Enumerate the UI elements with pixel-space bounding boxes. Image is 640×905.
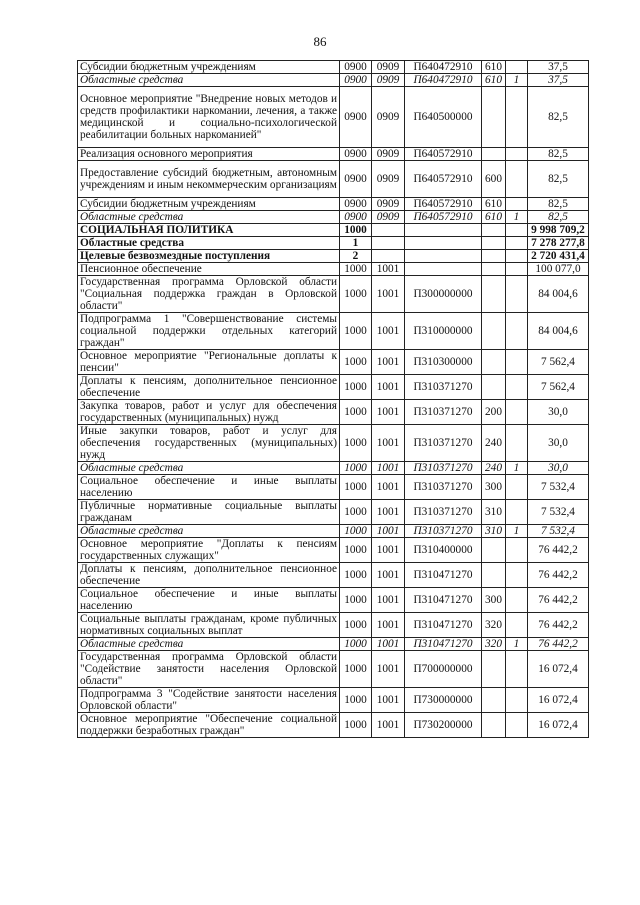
row-section-code: 1000 bbox=[340, 224, 372, 237]
row-subsection-code bbox=[372, 237, 405, 250]
row-section-code: 1000 bbox=[340, 688, 372, 713]
row-target-code bbox=[405, 263, 482, 276]
budget-table bbox=[77, 60, 589, 738]
row-fund-source: 1 bbox=[506, 74, 528, 87]
row-amount: 76 442,2 bbox=[528, 538, 589, 563]
row-name: Предоставление субсидий бюджетным, автономным учреждениям и иным некоммерческим организациям bbox=[78, 161, 340, 198]
row-subsection-code: 0909 bbox=[372, 87, 405, 148]
table-row bbox=[78, 525, 589, 538]
row-fund-source bbox=[506, 425, 528, 462]
row-subsection-code: 0909 bbox=[372, 161, 405, 198]
row-target-code: П310400000 bbox=[405, 538, 482, 563]
row-expense-type: 300 bbox=[482, 588, 506, 613]
row-target-code: П310371270 bbox=[405, 525, 482, 538]
row-name: Публичные нормативные социальные выплаты гражданам bbox=[78, 500, 340, 525]
table-row bbox=[78, 462, 589, 475]
row-target-code: П640472910 bbox=[405, 74, 482, 87]
row-subsection-code: 1001 bbox=[372, 475, 405, 500]
row-section-code: 0900 bbox=[340, 198, 372, 211]
row-section-code: 1000 bbox=[340, 400, 372, 425]
row-target-code: П310471270 bbox=[405, 638, 482, 651]
table-row bbox=[78, 475, 589, 500]
row-section-code: 1000 bbox=[340, 375, 372, 400]
row-section-code: 1000 bbox=[340, 500, 372, 525]
row-name: Основное мероприятие "Внедрение новых методов и средств профилактики наркомании, лечения, а также медицинской и социально-психологической реабилитации больных наркоманией" bbox=[78, 87, 340, 148]
row-subsection-code: 1001 bbox=[372, 613, 405, 638]
row-subsection-code: 1001 bbox=[372, 563, 405, 588]
row-expense-type bbox=[482, 263, 506, 276]
row-target-code: П730000000 bbox=[405, 688, 482, 713]
row-amount: 7 532,4 bbox=[528, 475, 589, 500]
row-target-code: П640572910 bbox=[405, 198, 482, 211]
table-row bbox=[78, 588, 589, 613]
row-expense-type: 610 bbox=[482, 61, 506, 74]
row-amount: 82,5 bbox=[528, 148, 589, 161]
row-fund-source bbox=[506, 161, 528, 198]
row-expense-type bbox=[482, 651, 506, 688]
row-fund-source bbox=[506, 375, 528, 400]
row-target-code: П730200000 bbox=[405, 713, 482, 738]
row-name: Целевые безвозмездные поступления bbox=[78, 250, 340, 263]
row-amount: 82,5 bbox=[528, 161, 589, 198]
row-name: Областные средства bbox=[78, 525, 340, 538]
table-row bbox=[78, 211, 589, 224]
row-expense-type: 610 bbox=[482, 74, 506, 87]
row-amount: 82,5 bbox=[528, 198, 589, 211]
row-section-code: 0900 bbox=[340, 87, 372, 148]
row-fund-source bbox=[506, 276, 528, 313]
row-name: Доплаты к пенсиям, дополнительное пенсионное обеспечение bbox=[78, 375, 340, 400]
row-section-code: 1000 bbox=[340, 713, 372, 738]
row-expense-type: 240 bbox=[482, 462, 506, 475]
row-name: Основное мероприятие "Обеспечение социальной поддержки безработных граждан" bbox=[78, 713, 340, 738]
row-subsection-code: 1001 bbox=[372, 500, 405, 525]
row-expense-type: 310 bbox=[482, 500, 506, 525]
row-subsection-code: 1001 bbox=[372, 425, 405, 462]
row-section-code: 1000 bbox=[340, 538, 372, 563]
table-row bbox=[78, 688, 589, 713]
table-row bbox=[78, 375, 589, 400]
row-section-code: 0900 bbox=[340, 161, 372, 198]
row-expense-type: 610 bbox=[482, 198, 506, 211]
table-row bbox=[78, 613, 589, 638]
row-amount: 76 442,2 bbox=[528, 588, 589, 613]
row-amount: 82,5 bbox=[528, 211, 589, 224]
row-target-code: П700000000 bbox=[405, 651, 482, 688]
row-name: Государственная программа Орловской области "Содействие занятости населения Орловской области" bbox=[78, 651, 340, 688]
row-expense-type bbox=[482, 224, 506, 237]
row-subsection-code: 0909 bbox=[372, 74, 405, 87]
row-target-code: П310371270 bbox=[405, 500, 482, 525]
row-target-code: П310371270 bbox=[405, 462, 482, 475]
row-section-code: 1000 bbox=[340, 651, 372, 688]
row-target-code: П310371270 bbox=[405, 375, 482, 400]
row-expense-type bbox=[482, 350, 506, 375]
row-target-code bbox=[405, 250, 482, 263]
row-amount: 16 072,4 bbox=[528, 651, 589, 688]
row-name: Пенсионное обеспечение bbox=[78, 263, 340, 276]
table-row bbox=[78, 148, 589, 161]
row-fund-source bbox=[506, 350, 528, 375]
row-section-code: 1000 bbox=[340, 276, 372, 313]
row-name: Областные средства bbox=[78, 462, 340, 475]
row-section-code: 1000 bbox=[340, 525, 372, 538]
row-section-code: 1000 bbox=[340, 563, 372, 588]
row-amount: 76 442,2 bbox=[528, 613, 589, 638]
row-fund-source bbox=[506, 563, 528, 588]
row-subsection-code bbox=[372, 250, 405, 263]
row-name: Иные закупки товаров, работ и услуг для обеспечения государственных (муниципальных) нужд bbox=[78, 425, 340, 462]
table-row bbox=[78, 198, 589, 211]
row-amount: 30,0 bbox=[528, 400, 589, 425]
row-amount: 7 562,4 bbox=[528, 375, 589, 400]
row-expense-type: 300 bbox=[482, 475, 506, 500]
table-row bbox=[78, 350, 589, 375]
table-row bbox=[78, 538, 589, 563]
row-section-code: 1000 bbox=[340, 425, 372, 462]
row-fund-source bbox=[506, 198, 528, 211]
row-fund-source bbox=[506, 263, 528, 276]
row-amount: 7 278 277,8 bbox=[528, 237, 589, 250]
row-amount: 2 720 431,4 bbox=[528, 250, 589, 263]
row-target-code: П640572910 bbox=[405, 148, 482, 161]
row-name: Основное мероприятие "Региональные доплаты к пенсии" bbox=[78, 350, 340, 375]
row-target-code: П640472910 bbox=[405, 61, 482, 74]
table-row bbox=[78, 87, 589, 148]
row-target-code bbox=[405, 224, 482, 237]
table-row bbox=[78, 250, 589, 263]
row-section-code: 1000 bbox=[340, 588, 372, 613]
table-row bbox=[78, 500, 589, 525]
row-name: СОЦИАЛЬНАЯ ПОЛИТИКА bbox=[78, 224, 340, 237]
row-fund-source bbox=[506, 538, 528, 563]
row-subsection-code bbox=[372, 224, 405, 237]
row-subsection-code: 0909 bbox=[372, 61, 405, 74]
row-expense-type bbox=[482, 563, 506, 588]
row-name: Подпрограмма 3 "Содействие занятости населения Орловской области" bbox=[78, 688, 340, 713]
row-name: Социальные выплаты гражданам, кроме публичных нормативных социальных выплат bbox=[78, 613, 340, 638]
row-section-code: 1000 bbox=[340, 638, 372, 651]
table-row bbox=[78, 713, 589, 738]
row-name: Социальное обеспечение и иные выплаты населению bbox=[78, 475, 340, 500]
row-fund-source bbox=[506, 613, 528, 638]
row-subsection-code: 1001 bbox=[372, 651, 405, 688]
row-fund-source bbox=[506, 148, 528, 161]
row-section-code: 2 bbox=[340, 250, 372, 263]
table-row bbox=[78, 313, 589, 350]
row-expense-type bbox=[482, 375, 506, 400]
row-amount: 37,5 bbox=[528, 74, 589, 87]
row-expense-type bbox=[482, 148, 506, 161]
row-fund-source bbox=[506, 313, 528, 350]
row-name: Социальное обеспечение и иные выплаты населению bbox=[78, 588, 340, 613]
row-section-code: 1000 bbox=[340, 475, 372, 500]
row-name: Доплаты к пенсиям, дополнительное пенсионное обеспечение bbox=[78, 563, 340, 588]
row-expense-type bbox=[482, 250, 506, 263]
row-expense-type bbox=[482, 313, 506, 350]
row-target-code: П310000000 bbox=[405, 313, 482, 350]
row-expense-type bbox=[482, 87, 506, 148]
row-amount: 76 442,2 bbox=[528, 563, 589, 588]
row-target-code: П310471270 bbox=[405, 588, 482, 613]
row-target-code: П640500000 bbox=[405, 87, 482, 148]
row-amount: 30,0 bbox=[528, 425, 589, 462]
table-row bbox=[78, 425, 589, 462]
row-expense-type bbox=[482, 276, 506, 313]
table-row bbox=[78, 224, 589, 237]
row-name: Реализация основного мероприятия bbox=[78, 148, 340, 161]
table-row bbox=[78, 237, 589, 250]
row-amount: 7 532,4 bbox=[528, 500, 589, 525]
row-subsection-code: 1001 bbox=[372, 688, 405, 713]
row-name: Областные средства bbox=[78, 638, 340, 651]
row-subsection-code: 0909 bbox=[372, 198, 405, 211]
row-fund-source bbox=[506, 688, 528, 713]
row-amount: 16 072,4 bbox=[528, 688, 589, 713]
row-fund-source bbox=[506, 713, 528, 738]
table-row bbox=[78, 263, 589, 276]
row-amount: 76 442,2 bbox=[528, 638, 589, 651]
row-amount: 100 077,0 bbox=[528, 263, 589, 276]
row-target-code: П310300000 bbox=[405, 350, 482, 375]
row-subsection-code: 1001 bbox=[372, 400, 405, 425]
row-target-code: П310371270 bbox=[405, 400, 482, 425]
row-target-code: П640572910 bbox=[405, 211, 482, 224]
row-section-code: 1000 bbox=[340, 350, 372, 375]
row-expense-type bbox=[482, 538, 506, 563]
table-row bbox=[78, 638, 589, 651]
row-target-code: П310471270 bbox=[405, 613, 482, 638]
row-amount: 84 004,6 bbox=[528, 313, 589, 350]
table-row bbox=[78, 61, 589, 74]
row-subsection-code: 1001 bbox=[372, 538, 405, 563]
row-subsection-code: 0909 bbox=[372, 211, 405, 224]
row-expense-type bbox=[482, 237, 506, 250]
row-name: Субсидии бюджетным учреждениям bbox=[78, 61, 340, 74]
table-row bbox=[78, 400, 589, 425]
row-subsection-code: 1001 bbox=[372, 313, 405, 350]
row-amount: 30,0 bbox=[528, 462, 589, 475]
row-name: Областные средства bbox=[78, 211, 340, 224]
row-subsection-code: 1001 bbox=[372, 462, 405, 475]
table-row bbox=[78, 276, 589, 313]
row-subsection-code: 1001 bbox=[372, 588, 405, 613]
row-fund-source bbox=[506, 250, 528, 263]
row-fund-source bbox=[506, 588, 528, 613]
row-section-code: 1000 bbox=[340, 313, 372, 350]
row-subsection-code: 1001 bbox=[372, 525, 405, 538]
row-name: Закупка товаров, работ и услуг для обеспечения государственных (муниципальных) нужд bbox=[78, 400, 340, 425]
row-section-code: 1000 bbox=[340, 462, 372, 475]
row-section-code: 0900 bbox=[340, 61, 372, 74]
row-name: Государственная программа Орловской области "Социальная поддержка граждан в Орловской области" bbox=[78, 276, 340, 313]
page-number: 86 bbox=[313, 34, 327, 49]
row-fund-source bbox=[506, 500, 528, 525]
row-amount: 16 072,4 bbox=[528, 713, 589, 738]
row-expense-type: 200 bbox=[482, 400, 506, 425]
row-expense-type: 320 bbox=[482, 638, 506, 651]
row-fund-source bbox=[506, 400, 528, 425]
row-target-code: П310371270 bbox=[405, 475, 482, 500]
table-row bbox=[78, 161, 589, 198]
row-expense-type: 610 bbox=[482, 211, 506, 224]
row-target-code: П310371270 bbox=[405, 425, 482, 462]
row-subsection-code: 1001 bbox=[372, 263, 405, 276]
row-expense-type: 310 bbox=[482, 525, 506, 538]
row-amount: 84 004,6 bbox=[528, 276, 589, 313]
row-fund-source: 1 bbox=[506, 462, 528, 475]
row-fund-source bbox=[506, 651, 528, 688]
row-name: Областные средства bbox=[78, 237, 340, 250]
row-subsection-code: 1001 bbox=[372, 713, 405, 738]
row-fund-source bbox=[506, 224, 528, 237]
row-amount: 7 562,4 bbox=[528, 350, 589, 375]
row-fund-source bbox=[506, 475, 528, 500]
row-section-code: 1000 bbox=[340, 613, 372, 638]
row-amount: 9 998 709,2 bbox=[528, 224, 589, 237]
row-fund-source: 1 bbox=[506, 525, 528, 538]
row-subsection-code: 1001 bbox=[372, 350, 405, 375]
row-name: Подпрограмма 1 "Совершенствование системы социальной поддержки отдельных категорий граждан" bbox=[78, 313, 340, 350]
row-expense-type: 320 bbox=[482, 613, 506, 638]
row-name: Субсидии бюджетным учреждениям bbox=[78, 198, 340, 211]
row-section-code: 0900 bbox=[340, 211, 372, 224]
row-fund-source bbox=[506, 61, 528, 74]
row-expense-type bbox=[482, 713, 506, 738]
row-amount: 37,5 bbox=[528, 61, 589, 74]
row-target-code: П640572910 bbox=[405, 161, 482, 198]
row-section-code: 0900 bbox=[340, 148, 372, 161]
row-section-code: 1 bbox=[340, 237, 372, 250]
table-row bbox=[78, 563, 589, 588]
row-fund-source bbox=[506, 87, 528, 148]
row-amount: 7 532,4 bbox=[528, 525, 589, 538]
row-name: Областные средства bbox=[78, 74, 340, 87]
row-fund-source bbox=[506, 237, 528, 250]
row-target-code: П310471270 bbox=[405, 563, 482, 588]
row-subsection-code: 1001 bbox=[372, 638, 405, 651]
row-subsection-code: 0909 bbox=[372, 148, 405, 161]
row-name: Основное мероприятие "Доплаты к пенсиям государственных служащих" bbox=[78, 538, 340, 563]
row-subsection-code: 1001 bbox=[372, 375, 405, 400]
row-fund-source: 1 bbox=[506, 211, 528, 224]
row-subsection-code: 1001 bbox=[372, 276, 405, 313]
row-target-code: П300000000 bbox=[405, 276, 482, 313]
table-row bbox=[78, 651, 589, 688]
row-expense-type bbox=[482, 688, 506, 713]
row-section-code: 1000 bbox=[340, 263, 372, 276]
row-expense-type: 240 bbox=[482, 425, 506, 462]
table-row bbox=[78, 74, 589, 87]
row-section-code: 0900 bbox=[340, 74, 372, 87]
row-target-code bbox=[405, 237, 482, 250]
row-amount: 82,5 bbox=[528, 87, 589, 148]
row-fund-source: 1 bbox=[506, 638, 528, 651]
row-expense-type: 600 bbox=[482, 161, 506, 198]
